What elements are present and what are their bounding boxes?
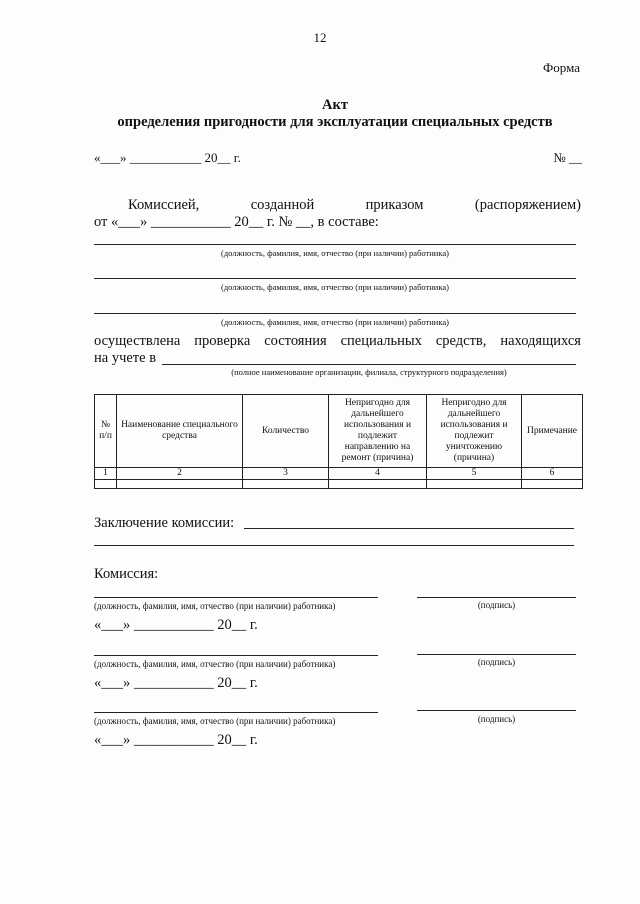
intro-word: приказом (365, 197, 424, 213)
signature-date-2: «___» ___________ 20__ г. (94, 675, 258, 691)
signature-member-caption-3: (должность, фамилия, имя, отчество (при наличии) работника) (94, 716, 336, 726)
member-line-3 (94, 313, 576, 314)
header-quantity: Количество (243, 395, 329, 468)
column-number: 5 (427, 468, 522, 480)
title-line-1: Акт (322, 97, 348, 113)
signature-caption-3: (подпись) (477, 714, 516, 724)
signature-caption-2: (подпись) (477, 657, 516, 667)
intro-line-1 (128, 197, 581, 214)
member-caption-1: (должность, фамилия, имя, отчество (при наличии) работника) (221, 248, 449, 258)
member-line-2 (94, 278, 576, 279)
intro-word: (распоряжением) (474, 197, 581, 213)
header-note: Примечание (522, 395, 583, 468)
table-row (95, 480, 583, 489)
check-word: находящихся (500, 333, 581, 349)
signature-member-caption-1: (должность, фамилия, имя, отчество (при наличии) работника) (94, 601, 336, 611)
page-number: 12 (313, 30, 327, 45)
intro-word: созданной (250, 197, 315, 213)
member-caption-2: (должность, фамилия, имя, отчество (при наличии) работника) (221, 282, 449, 292)
table-cell (243, 480, 329, 489)
signature-caption-1: (подпись) (477, 600, 516, 610)
header-destroy: Непригодно для дальнейшего использования и подлежит уничтожению (причина) (427, 395, 522, 468)
form-label: Форма (543, 60, 580, 75)
act-date: «___» ___________ 20__ г. (94, 150, 241, 165)
act-number: № __ (553, 150, 582, 165)
member-line-1 (94, 244, 576, 245)
signature-member-line-1 (94, 597, 378, 598)
table-cell (329, 480, 427, 489)
organization-line (162, 364, 576, 365)
check-word: средств, (435, 333, 487, 349)
check-line-1 (94, 333, 581, 350)
column-number: 4 (329, 468, 427, 480)
header-name: Наименование специального средства (117, 395, 243, 468)
signature-date-3: «___» ___________ 20__ г. (94, 732, 258, 748)
column-number: 6 (522, 468, 583, 480)
signature-date-1: «___» ___________ 20__ г. (94, 617, 258, 633)
conclusion-line-2 (94, 545, 574, 546)
column-number: 3 (243, 468, 329, 480)
column-number: 1 (95, 468, 117, 480)
column-number: 2 (117, 468, 243, 480)
table-cell (427, 480, 522, 489)
intro-word: Комиссией, (128, 197, 200, 213)
check-word: осуществлена (94, 333, 181, 349)
conclusion-label: Заключение комиссии: (94, 515, 235, 531)
signature-line-3 (417, 710, 576, 711)
commission-label: Комиссия: (94, 566, 159, 582)
title-line-2: определения пригодности для эксплуатации специальных средств (117, 114, 553, 130)
conclusion-line-1 (244, 528, 574, 529)
signature-member-line-2 (94, 655, 378, 656)
signature-member-line-3 (94, 712, 378, 713)
table-cell (522, 480, 583, 489)
table-cell (117, 480, 243, 489)
check-word: состояния (264, 333, 327, 349)
signature-line-1 (417, 597, 576, 598)
intro-line-2: от «___» ___________ 20__ г. № __, в составе: (94, 214, 379, 230)
member-caption-3: (должность, фамилия, имя, отчество (при наличии) работника) (221, 317, 449, 327)
special-means-table (94, 394, 583, 489)
header-repair: Непригодно для дальнейшего использования и подлежит направлению на ремонт (причина) (329, 395, 427, 468)
check-line-2-prefix: на учете в (94, 350, 157, 366)
header-number: № п/п (95, 395, 117, 468)
signature-member-caption-2: (должность, фамилия, имя, отчество (при наличии) работника) (94, 659, 336, 669)
organization-caption: (полное наименование организации, филиала, структурного подразделения) (231, 367, 507, 377)
table-cell (95, 480, 117, 489)
signature-line-2 (417, 654, 576, 655)
check-word: специальных (340, 333, 422, 349)
check-word: проверка (194, 333, 251, 349)
